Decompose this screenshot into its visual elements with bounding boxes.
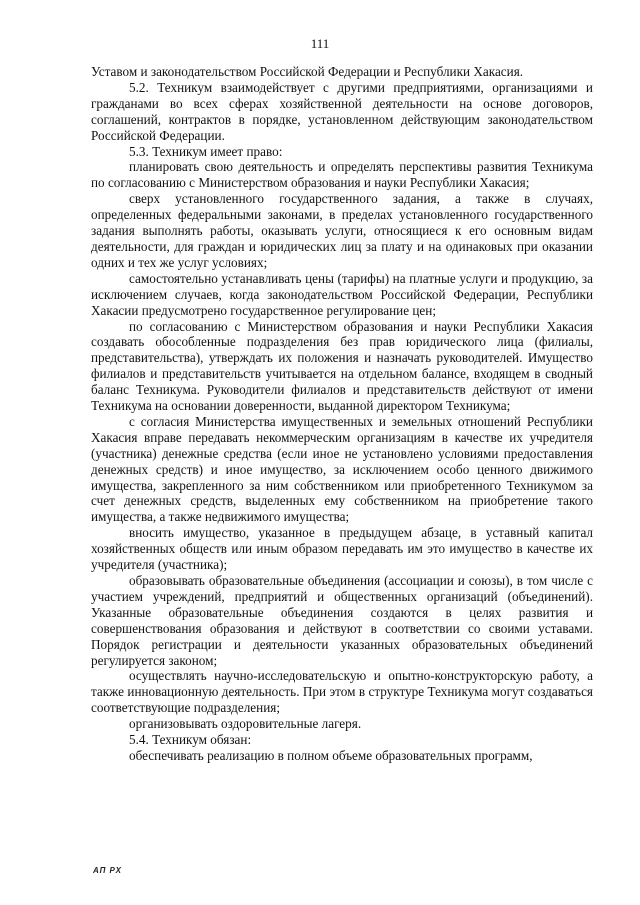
paragraph-5-4-heading: 5.4. Техникум обязан: <box>129 732 252 748</box>
document-body <box>91 64 593 764</box>
footer-stamp-mark: АП РХ <box>93 866 122 875</box>
paragraph-right-transfer-property: с согласия Министерства имущественных и земельных отношений Республики Хакасия вправе передавать некоммерческим организациям в качестве их учредителя (участника) денежные средства (если иное не установлено условиями предоставления денежных средств) и иное имущество, за исключением особо ценного движимого имущества, закрепленного за ним собственником или приобретенного Техникумом за счет денежных средств, выделенных ему собственником на приобретение такого имущества, а также недвижимого имущества; <box>91 413 593 525</box>
paragraph-right-camps: организовывать оздоровительные лагеря. <box>129 716 362 732</box>
paragraph-continuation: Уставом и законодательством Российской Федерации и Республики Хакасия. <box>91 64 524 79</box>
paragraph-right-associations: образовывать образовательные объединения (ассоциации и союзы), в том числе с участием учреждений, предприятий и общественных организаций (объединений). Указанные образовательные объединения создаются в целях развития и совершенствования образования и действуют в соответствии со своими уставами. Порядок регистрации и деятельности указанных образовательных объединений регулируется законом; <box>91 573 593 668</box>
paragraph-right-planning: планировать свою деятельность и определять перспективы развития Техникума по согласованию с Министерством образования и науки Республики Хакасия; <box>91 159 593 191</box>
paragraph-right-pricing: самостоятельно устанавливать цены (тарифы) на платные услуги и продукцию, за исключением случаев, когда законодательством Российской Федерации, Республики Хакасии предусмотрено государственное регулирование цен; <box>91 270 593 318</box>
paragraph-right-branches: по согласованию с Министерством образования и науки Республики Хакасия создавать обособленные подразделения без прав юридического лица (филиалы, представительства), утверждать их положения и назначать руководителей. Имущество филиалов и представительств учитывается на отдельном балансе, входящем в сводный баланс Техникума. Руководители филиалов и представительств действуют от имени Техникума на основании доверенности, выданной директором Техникума; <box>91 318 593 414</box>
paragraph-right-contribute-capital: вносить имущество, указанное в предыдущем абзаце, в уставный капитал хозяйственных обществ или иным образом передавать им это имущество в качестве их учредителя (участника); <box>91 525 593 573</box>
paragraph-right-extra-services: сверх установленного государственного задания, а также в случаях, определенных федеральными законами, в пределах установленного государственного задания выполнять работы, оказывать услуги, относящиеся к его основным видам деятельности, для граждан и юридических лиц за плату и на одинаковых при оказании одних и тех же услуг условиях; <box>91 191 593 270</box>
page-number: 111 <box>310 36 330 51</box>
paragraph-right-research: осуществлять научно-исследовательскую и опытно-конструкторскую работу, а также инновационную деятельность. При этом в структуре Техникума могут создаваться соответствующие подразделения; <box>91 668 593 716</box>
paragraph-duty-programs: обеспечивать реализацию в полном объеме образовательных программ, <box>129 747 533 763</box>
paragraph-5-2: 5.2. Техникум взаимодействует с другими предприятиями, организациями и гражданами во всех сферах хозяйственной деятельности на основе договоров, соглашений, контрактов в порядке, установленном действующим законодательством Российской Федерации. <box>91 79 593 143</box>
paragraph-5-3-heading: 5.3. Техникум имеет право: <box>129 143 283 159</box>
